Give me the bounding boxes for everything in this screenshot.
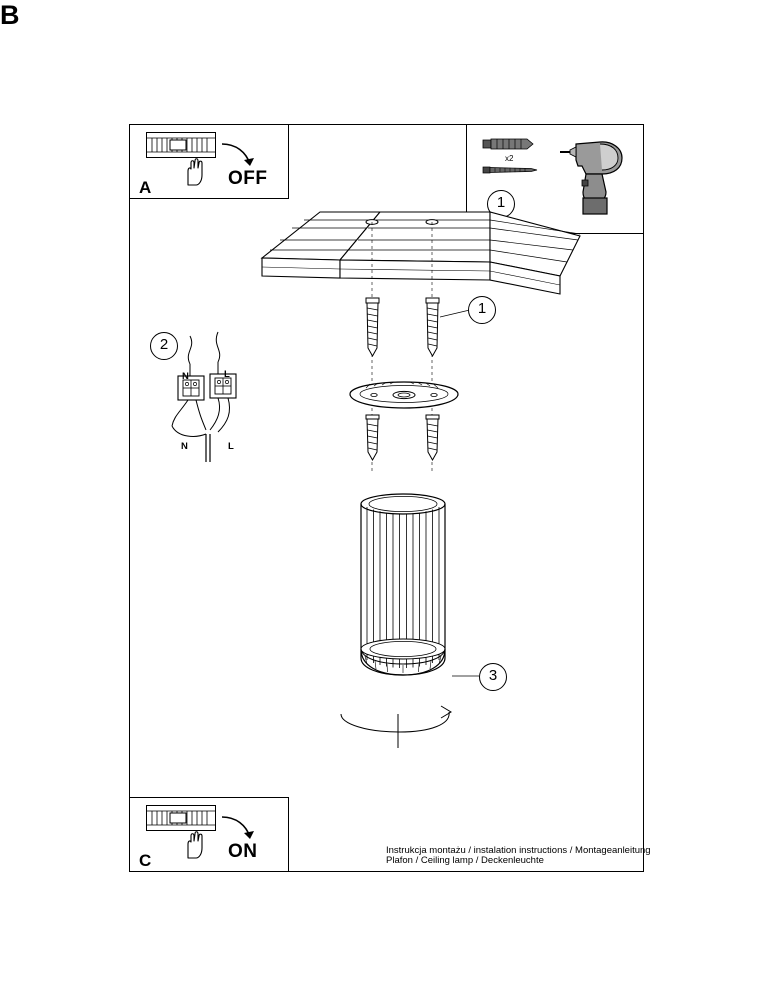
footer-instructions-line: Instrukcja montażu / instalation instructions / Montageanleitung xyxy=(386,845,651,856)
screw-upper-left-icon xyxy=(360,296,386,358)
panel-b-letter: B xyxy=(0,0,20,30)
hand-pointing-icon xyxy=(178,155,212,187)
callout-step-1-tools: 1 xyxy=(487,190,515,218)
callout-step-2: 2 xyxy=(150,332,178,360)
lamp-body-illustration xyxy=(345,488,461,688)
screw-lower-left-icon xyxy=(360,414,386,462)
callout-step-3: 3 xyxy=(479,663,507,691)
screw-icon xyxy=(481,163,541,177)
rotate-arrow-icon xyxy=(337,700,459,750)
wire-label-n-bottom: N xyxy=(181,441,188,452)
leader-line-step-3 xyxy=(452,672,482,682)
panel-c-state-label: ON xyxy=(228,841,258,862)
hand-pointing-icon xyxy=(178,828,212,860)
wall-plug-icon xyxy=(481,135,539,153)
footer-product-line: Plafon / Ceiling lamp / Deckenleuchte xyxy=(386,855,544,866)
terminal-label-l-top: L xyxy=(224,369,230,380)
screw-lower-right-icon xyxy=(420,414,446,462)
wire-label-l-bottom: L xyxy=(228,441,234,452)
callout-step-1: 1 xyxy=(468,296,496,324)
terminal-label-n-top: N xyxy=(182,371,189,382)
panel-a-letter: A xyxy=(139,178,152,197)
tools-quantity-label: x2 xyxy=(505,154,514,163)
panel-c-letter: C xyxy=(139,851,152,870)
panel-a-state-label: OFF xyxy=(228,168,268,189)
